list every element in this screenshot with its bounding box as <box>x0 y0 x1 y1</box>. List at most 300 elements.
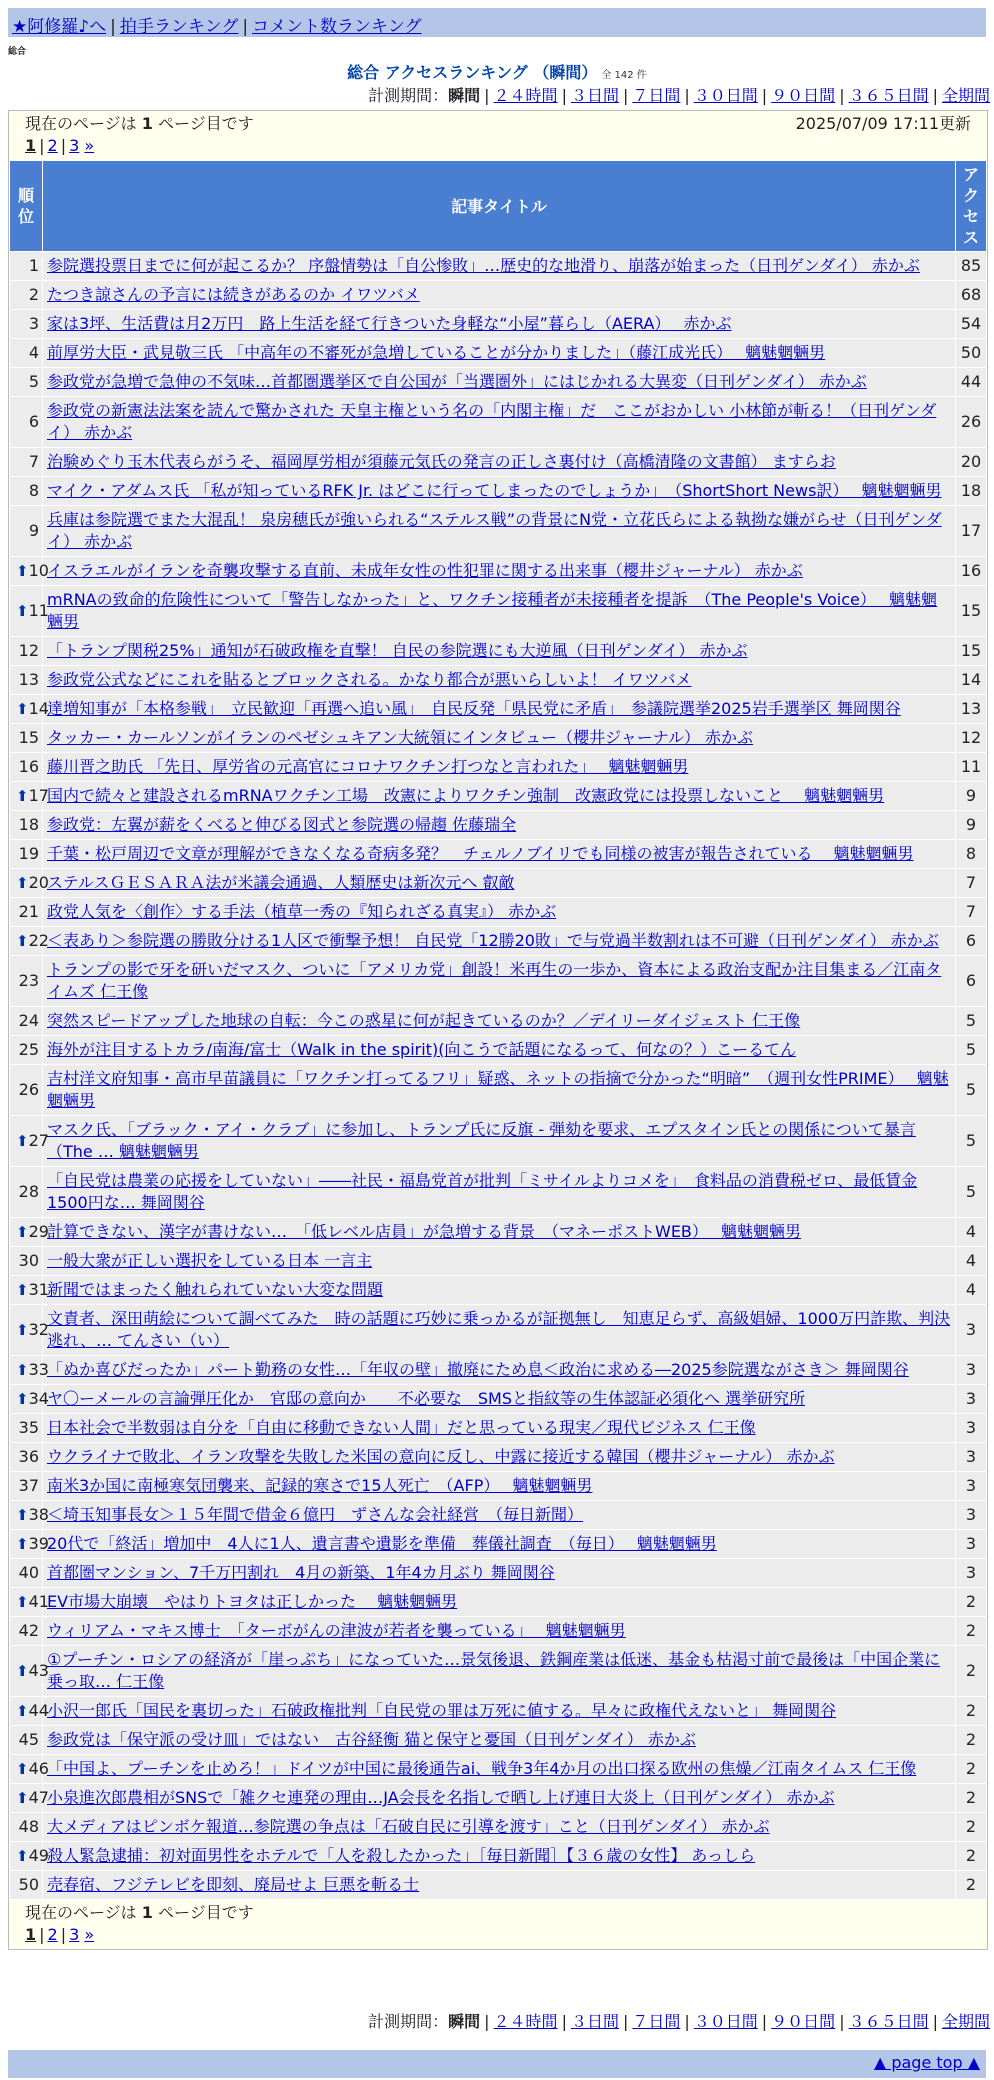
rank-cell <box>10 724 43 753</box>
rank-cell <box>10 1501 49 1530</box>
table-row <box>10 1755 987 1784</box>
access-count: 15 <box>956 586 987 637</box>
table-row <box>10 586 987 637</box>
up-arrow-icon: ⬆ <box>16 1281 29 1299</box>
title-cell <box>43 1697 956 1726</box>
access-count: 6 <box>956 927 987 956</box>
title-cell <box>43 1247 956 1276</box>
title-cell <box>43 557 956 586</box>
title-cell <box>43 1218 956 1247</box>
access-count: 5 <box>956 1065 987 1116</box>
rank-number: 20 <box>28 873 49 892</box>
rank-number: 45 <box>18 1730 39 1749</box>
access-count: 85 <box>956 252 987 281</box>
rank-number: 42 <box>18 1621 39 1640</box>
title-cell <box>43 1726 956 1755</box>
table-row <box>10 252 987 281</box>
access-count: 2 <box>956 1871 987 1900</box>
separator: | <box>622 86 629 105</box>
title-cell <box>43 586 956 637</box>
rank-number: 12 <box>18 641 39 660</box>
title-cell <box>43 1588 956 1617</box>
title-cell <box>43 281 956 310</box>
access-count: 5 <box>956 1167 987 1218</box>
access-count: 17 <box>956 506 987 557</box>
rank-cell <box>10 252 43 281</box>
article-link[interactable]: ウィリアム・マキス博士 「ターボがんの津波が若者を襲っている」 魑魅魍魎男 <box>47 1621 626 1640</box>
rank-cell <box>10 666 43 695</box>
rank-number: 48 <box>18 1817 39 1836</box>
article-link[interactable]: タッカー・カールソンがイランのペゼシュキアン大統領にインタビュー（櫻井ジャーナル） 赤かぶ <box>47 728 754 747</box>
table-row <box>10 1697 987 1726</box>
period-link-4[interactable]: ９０日間 <box>771 2012 836 2031</box>
article-link[interactable]: 小沢一郎氏「国民を裏切った」石破政権批判「自民党の罪は万死に値する。早々に政権代えないと」 舞岡関谷 <box>47 1701 837 1720</box>
access-count: 54 <box>956 310 987 339</box>
rank-cell <box>10 782 49 811</box>
ranking-table <box>9 160 987 1900</box>
rank-cell <box>10 1871 43 1900</box>
access-count: 2 <box>956 1813 987 1842</box>
title-cell <box>43 1755 956 1784</box>
title-cell <box>43 1784 956 1813</box>
article-link[interactable]: 治験めぐり玉木代表らがうそ、福岡厚労相が須藤元気氏の発言の正しさ裏付け（高橋清隆の文書館） ますらお <box>47 452 836 471</box>
title-cell <box>43 840 956 869</box>
rank-number: 50 <box>18 1875 39 1894</box>
period-link-5[interactable]: ３６５日間 <box>848 2012 929 2031</box>
rank-number: 5 <box>28 372 39 391</box>
rank-number: 28 <box>18 1182 39 1201</box>
rank-number: 29 <box>28 1222 49 1241</box>
table-row <box>10 1559 987 1588</box>
article-link[interactable]: ＜埼玉知事長女＞１５年間で借金６億円 ずさんな会社経営 （毎日新聞） <box>47 1505 584 1524</box>
up-arrow-icon: ⬆ <box>16 1361 29 1379</box>
access-count: 20 <box>956 448 987 477</box>
title-cell <box>43 666 956 695</box>
title-cell <box>43 782 956 811</box>
table-row <box>10 1501 987 1530</box>
table-row <box>10 1617 987 1646</box>
article-link[interactable]: 「自民党は農業の応援をしていない」――社民・福島党首が批判「ミサイルよりコメを」 食料品の消費税ゼロ、最低賃金1500円な… 舞岡関谷 <box>47 1171 918 1212</box>
title-cell <box>43 927 956 956</box>
title-cell <box>43 1443 956 1472</box>
rank-cell <box>10 753 43 782</box>
up-arrow-icon: ⬆ <box>16 874 29 892</box>
article-link[interactable]: 海外が注目するトカラ/南海/富士（Walk in the spirit)(向こうで話題になるって、何なの？）こーるてん <box>47 1040 796 1059</box>
rank-number: 41 <box>28 1592 49 1611</box>
pager-current-page: 1 <box>25 136 37 155</box>
rank-cell <box>10 1443 43 1472</box>
period-link-2[interactable]: ７日間 <box>632 86 681 105</box>
access-count: 4 <box>956 1247 987 1276</box>
pager-current-page: 1 <box>25 1925 37 1944</box>
access-count: 4 <box>956 1276 987 1305</box>
access-count: 15 <box>956 637 987 666</box>
separator: | <box>932 2012 938 2031</box>
rank-number: 39 <box>28 1534 49 1553</box>
article-link[interactable]: 吉村洋文府知事・高市早苗議員に「ワクチン打ってるフリ」疑惑、ネットの指摘で分かった“明暗” （週刊女性PRIME） 魑魅魍魎男 <box>47 1069 949 1110</box>
col-title-header: 記事タイトル <box>43 161 956 252</box>
article-link[interactable]: 参政党：左翼が薪をくべると伸びる図式と参院選の帰趨 佐藤瑞全 <box>47 815 517 834</box>
rank-cell <box>10 1617 43 1646</box>
rank-number: 47 <box>28 1788 49 1807</box>
period-link-6[interactable]: 全期間 <box>941 86 990 105</box>
rank-number: 2 <box>28 285 39 304</box>
table-header-row <box>10 161 987 252</box>
title-cell <box>43 397 956 448</box>
rank-cell <box>10 1305 49 1356</box>
table-row <box>10 782 987 811</box>
article-link[interactable]: 売春宿、フジテレビを即刻、廃局せよ 巨悪を斬る士 <box>47 1875 420 1894</box>
period-current: 瞬間 <box>448 86 481 105</box>
current-page-text <box>25 113 254 135</box>
access-count: 5 <box>956 1007 987 1036</box>
access-count: 2 <box>956 1842 987 1871</box>
table-row <box>10 753 987 782</box>
separator: | <box>684 2012 690 2031</box>
up-arrow-icon: ⬆ <box>16 1321 29 1339</box>
period-link-1[interactable]: ３日間 <box>570 2012 619 2031</box>
rank-number: 1 <box>28 256 39 275</box>
rank-cell <box>10 397 43 448</box>
table-row <box>10 477 987 506</box>
rank-cell <box>10 1784 49 1813</box>
article-link[interactable]: 突然スピードアップした地球の自転：今この惑星に何が起きているのか？／デイリーダイジェスト 仁王像 <box>47 1011 801 1030</box>
article-link[interactable]: EV市場大崩壊 やはりトヨタは正しかった 魑魅魍魎男 <box>47 1592 458 1611</box>
table-row <box>10 1871 987 1900</box>
table-row <box>10 1646 987 1697</box>
separator: | <box>561 2012 567 2031</box>
updated-timestamp: 2025/07/09 17:11更新 <box>795 114 971 133</box>
rank-number: 6 <box>28 412 39 431</box>
access-count: 7 <box>956 869 987 898</box>
rank-number: 34 <box>28 1389 49 1408</box>
article-link[interactable]: ヤ〇ーメールの言論弾圧化か 官邸の意向か 不必要な SMSと指紋等の生体認証必須化へ 選挙研究所 <box>47 1389 806 1408</box>
article-link[interactable]: 千葉・松戸周辺で文章が理解ができなくなる奇病多発？ チェルノブイリでも同様の被害が報告されている 魑魅魍魎男 <box>47 844 914 863</box>
table-row <box>10 1588 987 1617</box>
article-link[interactable]: 政党人気を〈創作〉する手法（植草一秀の『知られざる真実』） 赤かぶ <box>47 902 557 921</box>
period-link-4[interactable]: ９０日間 <box>771 86 836 105</box>
article-link[interactable]: イスラエルがイランを奇襲攻撃する直前、未成年女性の性犯罪に関する出来事（櫻井ジャーナル） 赤かぶ <box>47 561 803 580</box>
article-link[interactable]: 参院選投票日までに何が起こるか？ 序盤情勢は「自公惨敗」…歴史的な地滑り、崩落が始まった（日刊ゲンダイ） 赤かぶ <box>47 256 920 275</box>
table-row <box>10 1276 987 1305</box>
article-link[interactable]: 参政党公式などにこれを貼るとブロックされる。かなり都合が悪いらしいよ！ イワツバメ <box>47 670 692 689</box>
access-count: 2 <box>956 1646 987 1697</box>
pager-next-link[interactable]: » <box>84 136 95 155</box>
title-cell <box>43 1617 956 1646</box>
article-link[interactable]: 国内で続々と建設されるmRNAワクチン工場 改憲によりワクチン強制 改憲政党には投票しないこと 魑魅魍魎男 <box>47 786 885 805</box>
rank-number: 16 <box>18 757 39 776</box>
rank-cell <box>10 1588 49 1617</box>
rank-number: 18 <box>18 815 39 834</box>
access-count: 16 <box>956 557 987 586</box>
title-cell <box>43 448 956 477</box>
table-row <box>10 1784 987 1813</box>
rank-number: 31 <box>28 1280 49 1299</box>
rank-cell <box>10 695 49 724</box>
pager-link-3[interactable]: 3 <box>69 1925 80 1944</box>
page-text-after: ページ目です <box>158 1903 254 1922</box>
article-link[interactable]: 日本社会で半数弱は自分を「自由に移動できない人間」だと思っている現実／現代ビジネス 仁王像 <box>47 1418 756 1437</box>
period-link-2[interactable]: ７日間 <box>632 2012 681 2031</box>
title-cell <box>43 1813 956 1842</box>
table-row <box>10 1726 987 1755</box>
article-link[interactable]: 「ぬか喜びだったか」パート勤務の女性…「年収の壁」撤廃にため息＜政治に求める―2025参院選ながさき＞ 舞岡関谷 <box>47 1360 909 1379</box>
title-cell <box>43 1871 956 1900</box>
rank-number: 23 <box>18 971 39 990</box>
rank-number: 33 <box>28 1360 49 1379</box>
article-link[interactable]: 大メディアはピンボケ報道…参院選の争点は「石破自民に引導を渡す」こと（日刊ゲンダイ） 赤かぶ <box>47 1817 770 1836</box>
article-link[interactable]: 前厚労大臣・武見敬三氏 「中高年の不審死が急増していることが分かりました」（藤江成光氏） 魑魅魍魎男 <box>47 343 826 362</box>
access-count: 2 <box>956 1726 987 1755</box>
access-count: 14 <box>956 666 987 695</box>
separator: | <box>839 86 845 105</box>
article-link[interactable]: 参政党は「保守派の受け皿」ではない 古谷経衡 猫と保守と憂国（日刊ゲンダイ） 赤かぶ <box>47 1730 696 1749</box>
pager-link-3[interactable]: 3 <box>69 136 80 155</box>
article-link[interactable]: 一般大衆が正しい選択をしている日本 一言主 <box>47 1251 373 1270</box>
rank-cell <box>10 956 43 1007</box>
rank-number: 11 <box>28 601 49 620</box>
article-link[interactable]: ウクライナで敗北、イラン攻撃を失敗した米国の意向に反し、中露に接近する韓国（櫻井ジャーナル） 赤かぶ <box>47 1447 835 1466</box>
rank-number: 30 <box>18 1251 39 1270</box>
article-link[interactable]: トランプの影で牙を研いだマスク、ついに「アメリカ党」創設！米再生の一歩か、資本による政治支配か注目集まる／江南タイムズ 仁王像 <box>47 960 942 1001</box>
article-link[interactable]: 小泉進次郎農相がSNSで「雑クセ連発の理由…JA会長を名指しで晒し上げ連日大炎上（日刊ゲンダイ） 赤かぶ <box>47 1788 835 1807</box>
access-count: 18 <box>956 477 987 506</box>
rank-cell <box>10 477 43 506</box>
nav-separator: | <box>110 17 116 37</box>
rank-number: 15 <box>18 728 39 747</box>
top-nav-bar <box>8 8 986 37</box>
separator: | <box>622 2012 629 2031</box>
pager-link-2[interactable]: 2 <box>47 1925 58 1944</box>
rank-number: 3 <box>28 314 39 333</box>
rank-cell <box>10 1007 43 1036</box>
separator: | <box>39 136 45 155</box>
table-row <box>10 397 987 448</box>
title-cell <box>43 724 956 753</box>
rank-cell <box>10 1646 49 1697</box>
article-link[interactable]: 南米3か国に南極寒気団襲来、記録的寒さで15人死亡 （AFP） 魑魅魍魎男 <box>47 1476 593 1495</box>
rank-number: 40 <box>18 1563 39 1582</box>
up-arrow-icon: ⬆ <box>16 1789 29 1807</box>
article-link[interactable]: 新聞ではまったく触れられていない大変な問題 <box>47 1280 384 1299</box>
title-cell <box>43 1559 956 1588</box>
up-arrow-icon: ⬆ <box>16 602 29 620</box>
table-row <box>10 1414 987 1443</box>
applause-ranking-link[interactable]: 拍手ランキング <box>119 17 239 37</box>
article-link[interactable]: たつき諒さんの予言には続きがあるのか イワツバメ <box>47 285 420 304</box>
up-arrow-icon: ⬆ <box>16 1702 29 1720</box>
rank-number: 36 <box>18 1447 39 1466</box>
access-count: 3 <box>956 1472 987 1501</box>
up-arrow-icon: ⬆ <box>16 1662 29 1680</box>
rank-cell <box>10 1065 43 1116</box>
access-count: 68 <box>956 281 987 310</box>
rank-number: 9 <box>28 521 39 540</box>
pageinfo-bottom <box>9 1900 987 1949</box>
up-arrow-icon: ⬆ <box>16 700 29 718</box>
article-link[interactable]: 「トランプ関税25%」通知が石破政権を直撃！ 自民の参院選にも大逆風（日刊ゲンダイ） 赤かぶ <box>47 641 748 660</box>
article-link[interactable]: マイク・アダムス氏 「私が知っているRFK Jr. はどこに行ってしまったのでしょうか」 （ShortShort News訳） 魑魅魍魎男 <box>47 481 942 500</box>
home-link[interactable]: ★阿修羅♪へ <box>12 17 107 37</box>
rank-cell <box>10 1530 49 1559</box>
rank-cell <box>10 1247 43 1276</box>
access-count: 50 <box>956 339 987 368</box>
up-arrow-icon: ⬆ <box>16 562 29 580</box>
table-row <box>10 1385 987 1414</box>
period-link-1[interactable]: ３日間 <box>570 86 619 105</box>
article-link[interactable]: 文責者、深田萌絵について調べてみた 時の話題に巧妙に乗っかるが証拠無し 知恵足らず、高級娼婦、1000万円詐欺、判決逃れ、… てんさい（い） <box>47 1309 951 1350</box>
rank-number: 19 <box>18 844 39 863</box>
access-count: 2 <box>956 1617 987 1646</box>
current-page-number: 1 <box>141 114 153 133</box>
pageinfo-row <box>25 113 971 135</box>
rank-cell <box>10 586 49 637</box>
rank-cell <box>10 1414 43 1443</box>
article-link[interactable]: 達増知事が「本格参戦」 立民歓迎「再選へ追い風」 自民反発「県民党に矛盾」 参議院選挙2025岩手選挙区 舞岡関谷 <box>47 699 901 718</box>
table-row <box>10 368 987 397</box>
article-link[interactable]: 計算できない、漢字が書けない… 「低レベル店員」が急増する背景 （マネーポストWEB） 魑魅魍魎男 <box>47 1222 801 1241</box>
period-link-3[interactable]: ３０日間 <box>693 86 758 105</box>
article-link[interactable]: 20代で「終活」増加中 4人に1人、遺言書や遺影を準備 葬儀社調査 （毎日） 魑魅魍魎男 <box>47 1534 717 1553</box>
rank-number: 24 <box>18 1011 39 1030</box>
separator: | <box>761 86 768 105</box>
title-cell <box>43 753 956 782</box>
access-count: 26 <box>956 397 987 448</box>
article-link[interactable]: 兵庫は参院選でまた大混乱！ 泉房穂氏が強いられる“ステルス戦”の背景にN党・立花氏らによる執拗な嫌がらせ（日刊ゲンダイ） 赤かぶ <box>47 510 942 551</box>
separator: | <box>761 2012 768 2031</box>
rank-number: 13 <box>18 670 39 689</box>
article-link[interactable]: 参政党の新憲法法案を読んで驚かされた 天皇主権という名の「内閣主権」だ ここがおかしい 小林節が斬る！（日刊ゲンダイ） 赤かぶ <box>47 401 937 442</box>
pager-next-link[interactable]: » <box>84 1925 95 1944</box>
article-link[interactable]: 殺人緊急逮捕：初対面男性をホテルで「人を殺したかった」［毎日新聞］【３６歳の女性】 あっしら <box>47 1846 756 1865</box>
access-count: 13 <box>956 695 987 724</box>
rank-cell <box>10 368 43 397</box>
rank-cell <box>10 1813 43 1842</box>
rank-number: 46 <box>28 1759 49 1778</box>
article-link[interactable]: ＜表あり＞参院選の勝敗分ける1人区で衝撃予想！ 自民党「12勝20敗」で与党過半数割れは不可避（日刊ゲンダイ） 赤かぶ <box>47 931 939 950</box>
page-text-before: 現在のページは <box>25 114 137 133</box>
period-link-5[interactable]: ３６５日間 <box>848 86 929 105</box>
period-selector-bottom <box>368 2011 990 2033</box>
rank-cell <box>10 927 49 956</box>
title-cell <box>43 339 956 368</box>
separator: | <box>484 86 490 105</box>
comment-ranking-link[interactable]: コメント数ランキング <box>252 17 422 37</box>
pageinfo-top <box>9 111 987 160</box>
rank-cell <box>10 1472 43 1501</box>
rank-number: 14 <box>28 699 49 718</box>
rank-cell <box>10 1036 43 1065</box>
article-link[interactable]: ステルスＧＥＳＡＲＡ法が米議会通過、人類歴史は新次元へ 叡敵 <box>47 873 515 892</box>
up-arrow-icon: ⬆ <box>16 1132 29 1150</box>
period-link-0[interactable]: ２４時間 <box>493 2012 558 2031</box>
access-count: 2 <box>956 1588 987 1617</box>
period-link-3[interactable]: ３０日間 <box>693 2012 758 2031</box>
access-count: 2 <box>956 1697 987 1726</box>
table-row <box>10 506 987 557</box>
article-link[interactable]: ①プーチン・ロシアの経済が「崖っぷち」になっていた…景気後退、鉄鋼産業は低迷、基金も枯渇寸前で最後は「中国企業に乗っ取… 仁王像 <box>47 1650 941 1691</box>
pager <box>25 135 971 157</box>
article-link[interactable]: マスク氏、「ブラック・アイ・クラブ」に参加し、トランプ氏に反旗 - 弾劾を要求、エプスタイン氏との関係について暴言（The … 魑魅魍魎男 <box>47 1120 916 1161</box>
access-count: 9 <box>956 811 987 840</box>
rank-number: 49 <box>28 1846 49 1865</box>
pager-link-2[interactable]: 2 <box>47 136 58 155</box>
table-row <box>10 927 987 956</box>
title-cell <box>43 252 956 281</box>
access-count: 3 <box>956 1559 987 1588</box>
rank-cell <box>10 1356 49 1385</box>
article-link[interactable]: mRNAの致命的危険性について「警告しなかった」と、ワクチン接種者が未接種者を提訴 （The People's Voice） 魑魅魍魎男 <box>47 590 937 631</box>
access-count: 3 <box>956 1385 987 1414</box>
article-link[interactable]: 首都圏マンション、7千万円割れ 4月の新築、1年4カ月ぶり 舞岡関谷 <box>47 1563 555 1582</box>
rank-cell <box>10 339 43 368</box>
table-row <box>10 1247 987 1276</box>
page-top-link[interactable]: ▲ page top ▲ <box>873 2053 980 2072</box>
article-link[interactable]: 家は3坪、生活費は月2万円 路上生活を経て行きついた身軽な“小屋”暮らし（AERA） 赤かぶ <box>47 314 732 333</box>
total-count: 全 142 件 <box>601 70 647 81</box>
title-cell <box>43 1472 956 1501</box>
table-row <box>10 724 987 753</box>
article-link[interactable]: 藤川晋之助氏 「先日、厚労省の元高官にコロナワクチン打つなと言われた」 魑魅魍魎男 <box>47 757 689 776</box>
period-link-0[interactable]: ２４時間 <box>493 86 558 105</box>
access-count: 8 <box>956 840 987 869</box>
table-row <box>10 1842 987 1871</box>
access-count: 3 <box>956 1305 987 1356</box>
title-cell <box>43 310 956 339</box>
table-row <box>10 666 987 695</box>
up-arrow-icon: ⬆ <box>16 1535 29 1553</box>
rank-number: 35 <box>18 1418 39 1437</box>
rank-number: 10 <box>28 561 49 580</box>
rank-cell <box>10 1167 43 1218</box>
access-count: 44 <box>956 368 987 397</box>
title-cell <box>43 1036 956 1065</box>
table-row <box>10 1305 987 1356</box>
current-page-number: 1 <box>141 1903 153 1922</box>
page-text-after: ページ目です <box>158 114 254 133</box>
title-cell <box>43 695 956 724</box>
access-count: 3 <box>956 1530 987 1559</box>
rank-number: 7 <box>28 452 39 471</box>
rank-number: 43 <box>28 1661 49 1680</box>
access-count: 7 <box>956 898 987 927</box>
article-link[interactable]: 参政党が急増で急伸の不気味…首都圏選挙区で自公国が「当選圏外」にはじかれる大異変（日刊ゲンダイ） 赤かぶ <box>47 372 867 391</box>
table-row <box>10 1530 987 1559</box>
period-link-6[interactable]: 全期間 <box>941 2012 990 2031</box>
separator: | <box>60 136 67 155</box>
rank-cell <box>10 1842 49 1871</box>
separator: | <box>484 2012 490 2031</box>
rank-number: 27 <box>28 1131 49 1150</box>
title-cell <box>43 1414 956 1443</box>
rank-cell <box>10 1116 49 1167</box>
up-arrow-icon: ⬆ <box>16 1847 29 1865</box>
rank-number: 37 <box>18 1476 39 1495</box>
rank-cell <box>10 840 43 869</box>
period-label: 計測期間： <box>368 86 449 105</box>
rank-number: 38 <box>28 1505 49 1524</box>
section-label: 総合 <box>8 47 27 57</box>
access-count: 2 <box>956 1784 987 1813</box>
page-text-before: 現在のページは <box>25 1903 137 1922</box>
table-row <box>10 898 987 927</box>
rank-number: 25 <box>18 1040 39 1059</box>
table-row <box>10 1472 987 1501</box>
table-row <box>10 811 987 840</box>
title-cell <box>43 1276 956 1305</box>
article-link[interactable]: 「中国よ、プーチンを止めろ！」ドイツが中国に最後通告ai、戦争3年4か月の出口探る欧州の焦燥／江南タイムス 仁王像 <box>47 1759 917 1778</box>
table-row <box>10 448 987 477</box>
